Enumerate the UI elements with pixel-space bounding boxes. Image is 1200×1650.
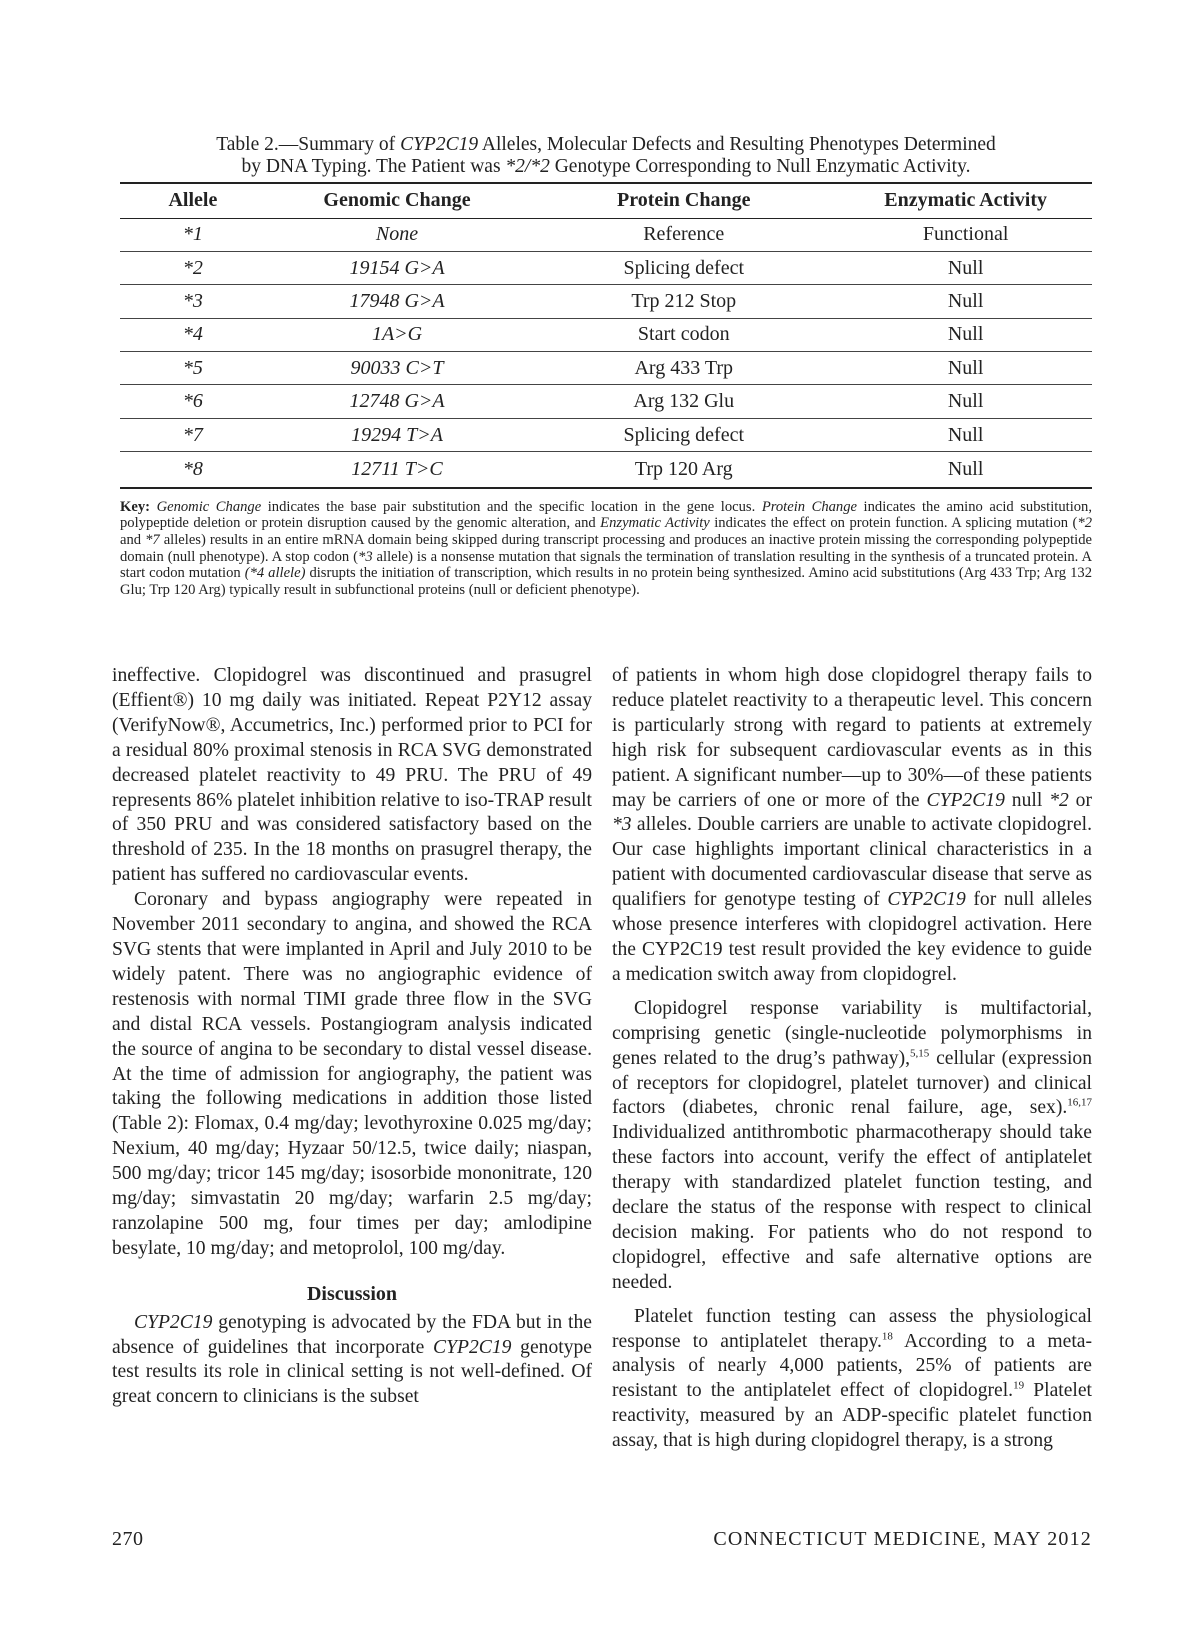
genomic-change-cell: 19294 T>A bbox=[266, 418, 528, 451]
genomic-change-cell: 12748 G>A bbox=[266, 385, 528, 418]
table-row bbox=[120, 218, 1092, 251]
enzymatic-activity-cell: Null bbox=[839, 318, 1092, 351]
enzymatic-activity-cell: Functional bbox=[839, 218, 1092, 251]
column-header-enzymatic-activity: Enzymatic Activity bbox=[839, 183, 1092, 218]
genomic-change-cell: 12711 T>C bbox=[266, 452, 528, 488]
section-heading-discussion: Discussion bbox=[306, 1282, 398, 1305]
genomic-change-cell: 19154 G>A bbox=[266, 251, 528, 284]
paragraph: of patients in whom high dose clopidogrel therapy fails to reduce platelet reactivity to a therapeutic level. This concern is particularly strong with regard to patients at extremely high risk for subsequent cardiovascular events as in this patient. A significant number—up to 30%—of these patients may be carriers of one or more of the CYP2C19 null *2 or *3 alleles. Double carriers are unable to activate clopidogrel. Our case highlights important clinical characteristics in a patient with documented cardiovascular disease that serve as qualifiers for genotype testing of CYP2C19 for null alleles whose presence interferes with clopidogrel activation. Here the CYP2C19 test result provided the key evidence to guide a medication switch away from clopidogrel. bbox=[612, 665, 1093, 985]
enzymatic-activity-cell: Null bbox=[839, 452, 1092, 488]
table-row bbox=[120, 385, 1092, 418]
citation: 16,17 bbox=[1067, 1096, 1092, 1109]
protein-change-cell: Trp 120 Arg bbox=[528, 452, 839, 488]
table-caption: Table 2.—Summary of CYP2C19 Alleles, Molecular Defects and Resulting Phenotypes Determined by DNA Typing. The Patient was *2/*2 Genotype Corresponding to Null Enzymatic Activity. bbox=[216, 134, 996, 177]
paragraph: Clopidogrel response variability is multifactorial, comprising genetic (single-nucleotide polymorphisms in genes related to the drug’s pathway),$^{5,15}$ cellular (expression of receptors for clopidogrel, platelet turnover) and clinical factors (diabetes, chronic renal failure, age, sex).$^{16,17}$ Individualized antithrombotic pharmacotherapy should take these factors into account, verify the effect of antiplatelet therapy with standardized platelet function testing, and declare the status of the response with respect to clinical decision making. For patients who do not respond to clopidogrel, effective and safe alternative options are needed. bbox=[612, 997, 1092, 1293]
allele-cell: *3 bbox=[120, 285, 266, 318]
page-number: 270 bbox=[112, 1528, 144, 1550]
paragraph: Coronary and bypass angiography were repeated in November 2011 secondary to angina, and showed the RCA SVG stents that were implanted in April and July 2010 to be widely patent. There was no angiographic evidence of restenosis with normal TIMI grade three flow in the SVG and distal RCA vessels. Postangiogram analysis indicated the source of angina to be secondary to distal vessel disease. At the time of admission for angiography, the patient was taking the following medications in addition those listed (Table 2): Flomax, 0.4 mg/day; levothyroxine 0.025 mg/day; Nexium, 40 mg/day; Hyzaar 50/12.5, twice daily; niaspan, 500 mg/day; tricor 145 mg/day; isosorbide mononitrate, 120 mg/day; simvastatin 20 mg/day; warfarin 2.5 mg/day; ranzolapine 500 mg, four times per day; amlodipine besylate, 10 mg/day; and metoprolol, 100 mg/day. bbox=[112, 889, 592, 1259]
citation: 5,15 bbox=[910, 1047, 930, 1060]
table-row bbox=[120, 452, 1092, 488]
table-row bbox=[120, 285, 1092, 318]
citation: 18 bbox=[881, 1330, 893, 1343]
table-row bbox=[120, 318, 1092, 351]
paragraph: ineffective. Clopidogrel was discontinued and prasugrel (Effient®) 10 mg daily was initiated. Repeat P2Y12 assay (VerifyNow®, Accumetrics, Inc.) performed prior to PCI for a residual 80% proximal stenosis in RCA SVG demonstrated decreased platelet reactivity to 49 PRU. The PRU of 49 represents 86% platelet inhibition relative to iso-TRAP result of 350 PRU and was considered satisfactory based on the threshold of 235. In the 18 months on prasugrel therapy, the patient has suffered no cardiovascular events. bbox=[112, 665, 592, 886]
table-block bbox=[120, 134, 1092, 598]
right-column bbox=[612, 664, 1092, 1454]
paragraph: Platelet function testing can assess the physiological response to antiplatelet therapy.$^{18}$ According to a meta-analysis of nearly 4,000 patients, 25% of patients are resistant to the antiplatelet effect of clopidogrel.$^{19}$ Platelet reactivity, measured by an ADP-specific platelet function assay, that is high during clopidogrel therapy, is a strong bbox=[612, 1305, 1092, 1452]
column-header-genomic-change: Genomic Change bbox=[266, 183, 528, 218]
enzymatic-activity-cell: Null bbox=[839, 251, 1092, 284]
allele-cell: *2 bbox=[120, 251, 266, 284]
citation: 19 bbox=[1013, 1379, 1025, 1392]
paragraph: CYP2C19 genotyping is advocated by the FDA but in the absence of guidelines that incorporate CYP2C19 genotype test results its role in clinical setting is not well-defined. Of great concern to clinicians is the subset bbox=[112, 1311, 592, 1408]
journal-footer: CONNECTICUT MEDICINE, MAY 2012 bbox=[713, 1528, 1092, 1550]
allele-cell: *6 bbox=[120, 385, 266, 418]
table-key: Key: Genomic Change indicates the base pair substitution and the specific location in the gene locus. Protein Change indicates the amino acid substitution, polypeptide deletion or protein disruption caused by the genomic alteration, and Enzymatic Activity indicates the effect on protein function. A splicing mutation (*2 and *7 alleles) results in an entire mRNA domain being skipped during transcript processing and produces an inactive protein missing the corresponding polypeptide domain (null phenotype). A stop codon (*3 allele) is a nonsense mutation that signals the termination of translation resulting in the synthesis of a truncated protein. A start codon mutation (*4 allele) disrupts the initiation of transcription, which results in no protein being synthesized. Amino acid substitutions (Arg 433 Trp; Arg 132 Glu; Trp 120 Arg) typically result in subfunctional proteins (null or deficient phenotype). bbox=[120, 498, 1093, 598]
protein-change-cell: Reference bbox=[528, 218, 839, 251]
table-header-row bbox=[120, 183, 1092, 218]
protein-change-cell: Arg 433 Trp bbox=[528, 352, 839, 385]
allele-cell: *7 bbox=[120, 418, 266, 451]
table-row bbox=[120, 251, 1092, 284]
table-row bbox=[120, 418, 1092, 451]
protein-change-cell: Splicing defect bbox=[528, 251, 839, 284]
enzymatic-activity-cell: Null bbox=[839, 385, 1092, 418]
protein-change-cell: Arg 132 Glu bbox=[528, 385, 839, 418]
protein-change-cell: Trp 212 Stop bbox=[528, 285, 839, 318]
allele-cell: *1 bbox=[120, 218, 266, 251]
column-header-allele: Allele bbox=[120, 183, 266, 218]
column-header-protein-change: Protein Change bbox=[528, 183, 839, 218]
allele-cell: *8 bbox=[120, 452, 266, 488]
left-column bbox=[112, 664, 592, 1410]
genomic-change-cell: 17948 G>A bbox=[266, 285, 528, 318]
genomic-change-cell: 90033 C>T bbox=[266, 352, 528, 385]
table-row bbox=[120, 352, 1092, 385]
allele-cell: *4 bbox=[120, 318, 266, 351]
protein-change-cell: Splicing defect bbox=[528, 418, 839, 451]
genomic-change-cell: 1A>G bbox=[266, 318, 528, 351]
enzymatic-activity-cell: Null bbox=[839, 418, 1092, 451]
alleles-table bbox=[120, 182, 1092, 489]
allele-cell: *5 bbox=[120, 352, 266, 385]
genomic-change-cell: None bbox=[266, 218, 528, 251]
enzymatic-activity-cell: Null bbox=[839, 352, 1092, 385]
protein-change-cell: Start codon bbox=[528, 318, 839, 351]
enzymatic-activity-cell: Null bbox=[839, 285, 1092, 318]
